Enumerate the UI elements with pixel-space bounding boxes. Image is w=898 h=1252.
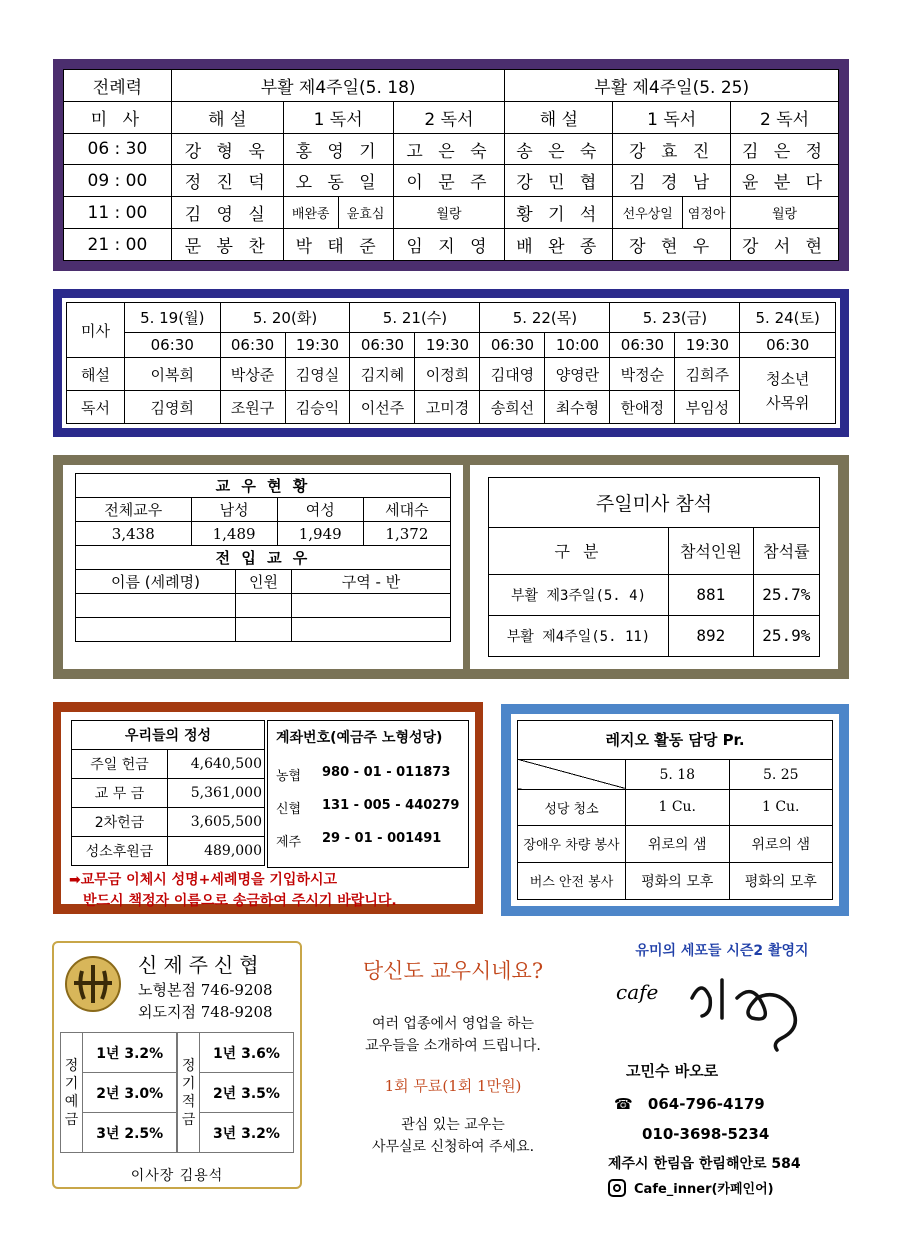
cafe-phone1-row (614, 1095, 765, 1113)
offering-label: 성소후원금 (72, 837, 168, 866)
cell: 배 완 종 (505, 229, 613, 261)
legio-date: 5. 25 (729, 759, 833, 789)
cell: 이선주 (350, 391, 415, 424)
bank-name: 농협 (276, 769, 302, 784)
table-row (64, 197, 839, 229)
attendance-header: 참석인원 (669, 528, 754, 575)
cell: 박정순 (610, 358, 675, 391)
cell: 박 태 준 (283, 229, 393, 261)
members-value: 1,489 (191, 522, 277, 546)
mass-time: 06:30 (610, 332, 675, 358)
mass-time: 09 : 00 (64, 165, 172, 197)
rates-table (60, 1032, 294, 1153)
cell: 강 민 협 (505, 165, 613, 197)
cell: 이복희 (125, 358, 221, 391)
day-date: 5. 21(수) (350, 303, 480, 333)
day-date: 5. 19(월) (125, 303, 221, 333)
mass-time: 11 : 00 (64, 197, 172, 229)
legio-value: 1 Cu. (626, 790, 730, 825)
mass-label: 미 사 (64, 101, 172, 133)
deposit-rate: 2년 3.0% (83, 1073, 178, 1113)
cell: 조원구 (220, 391, 285, 424)
cell: 황 기 석 (505, 197, 613, 229)
account-number: 980 - 01 - 011873 (322, 765, 451, 780)
credit-union-name: 신제주신협 (138, 953, 265, 977)
cell: 부임성 (675, 391, 740, 424)
cell: 월랑 (393, 197, 505, 229)
cell: 고 은 숙 (393, 133, 505, 165)
cell: 고미경 (415, 391, 480, 424)
table-row (64, 229, 839, 261)
savings-label: 정기적금 (177, 1033, 199, 1153)
col-commentary: 해 설 (171, 101, 283, 133)
cafe-instagram: Cafe_inner(카페인어) (634, 1182, 774, 1197)
cafe-instagram-row (608, 1178, 774, 1197)
mass-time: 06:30 (740, 332, 836, 358)
ad-line: 교우들을 소개하여 드립니다. (365, 1038, 541, 1054)
members-header: 전체교우 (76, 498, 192, 522)
cell: 임 지 영 (393, 229, 505, 261)
reading-label: 독서 (67, 391, 125, 424)
attendance-label: 부활 제4주일(5. 11) (489, 615, 669, 656)
attendance-rate: 25.9% (753, 615, 819, 656)
cell: 선우상일 (613, 197, 683, 229)
empty-cell (76, 618, 236, 642)
attendance-count: 881 (669, 574, 754, 615)
ad-line: 사무실로 신청하여 주세요. (371, 1139, 535, 1155)
cell: 김 은 정 (731, 133, 839, 165)
account-number: 131 - 005 - 440279 (322, 798, 460, 813)
offering-label: 주일 헌금 (72, 750, 168, 779)
cell: 강 서 현 (731, 229, 839, 261)
cafe-tagline: 유미의 세포들 시즌2 촬영지 (635, 943, 809, 959)
cell: 이 문 주 (393, 165, 505, 197)
week1-title: 부활 제4주일(5. 18) (171, 70, 505, 102)
transfer-header: 이름 (세례명) (76, 570, 236, 594)
cell: 한애정 (610, 391, 675, 424)
col-reading1: 1 독서 (613, 101, 731, 133)
members-table (75, 473, 451, 546)
col-reading2: 2 독서 (731, 101, 839, 133)
cell: 양영란 (545, 358, 610, 391)
credit-union-ad (52, 941, 302, 1189)
cell: 박상준 (220, 358, 285, 391)
col-reading1: 1 독서 (283, 101, 393, 133)
legio-label: 성당 청소 (518, 790, 626, 825)
attendance-count: 892 (669, 615, 754, 656)
cell: 김지혜 (350, 358, 415, 391)
cafe-phone1: 064-796-4179 (647, 1095, 765, 1113)
ad-headline: 당신도 교우시네요? (362, 959, 544, 983)
mass-time: 19:30 (675, 332, 740, 358)
cell: 강 형 욱 (171, 133, 283, 165)
ad-line: 여러 업종에서 영업을 하는 (371, 1016, 535, 1032)
diagonal-cell (518, 759, 626, 789)
offering-value: 5,361,000 (168, 779, 265, 808)
cell: 강 효 진 (613, 133, 731, 165)
members-panel (63, 465, 463, 669)
attendance-rate: 25.7% (753, 574, 819, 615)
cell: 윤 분 다 (731, 165, 839, 197)
deposit-rate: 1년 3.2% (83, 1033, 178, 1073)
transfer-title: 전 입 교 우 (76, 546, 451, 570)
cafe-address: 제주시 한림읍 한림해안로 584 (608, 1156, 801, 1172)
offering-title: 우리들의 정성 (72, 721, 265, 750)
liturgy-header-label: 전례력 (64, 70, 172, 102)
offering-label: 2차헌금 (72, 808, 168, 837)
cafe-logo-text: cafe (616, 980, 659, 1004)
cell: 김영실 (285, 358, 350, 391)
cafe-ad (602, 940, 842, 1202)
sunday-liturgy-box (53, 59, 849, 271)
cafe-phone2: 010-3698-5234 (642, 1125, 770, 1143)
attendance-title: 주일미사 참석 (489, 478, 820, 528)
phone-icon: ☎ (614, 1095, 633, 1113)
legio-table (517, 720, 833, 900)
table-row (64, 165, 839, 197)
offering-value: 4,640,500 (168, 750, 265, 779)
cell: 김대영 (480, 358, 545, 391)
credit-union-logo-icon (64, 955, 122, 1013)
instagram-icon (608, 1179, 626, 1197)
mass-label: 미사 (67, 303, 125, 358)
members-value: 3,438 (76, 522, 192, 546)
cell: 최수형 (545, 391, 610, 424)
attendance-header: 참석률 (753, 528, 819, 575)
mass-time: 19:30 (285, 332, 350, 358)
members-value: 1,372 (363, 522, 450, 546)
cafe-logo-icon (682, 968, 832, 1058)
mass-time: 06:30 (125, 332, 221, 358)
legio-value: 평화의 모후 (626, 862, 730, 899)
bank-name: 제주 (276, 835, 302, 850)
legio-title: 레지오 활동 담당 Pr. (518, 721, 833, 760)
ad-line: 관심 있는 교우는 (401, 1117, 505, 1133)
youth-ministry-cell: 청소년 사목위 (740, 358, 836, 424)
legio-value: 위로의 샘 (626, 825, 730, 862)
members-header: 세대수 (363, 498, 450, 522)
commentary-label: 해설 (67, 358, 125, 391)
account-number: 29 - 01 - 001491 (322, 831, 442, 846)
sunday-liturgy-table (63, 69, 839, 261)
transfer-table (75, 545, 451, 642)
legio-label: 장애우 차량 봉사 (518, 825, 626, 862)
ad-free: 1회 무료(1회 1만원) (384, 1077, 522, 1095)
cell: 문 봉 찬 (171, 229, 283, 261)
cell: 배완종 (283, 197, 338, 229)
savings-rate: 1년 3.6% (199, 1033, 293, 1073)
cell: 송희선 (480, 391, 545, 424)
mass-time: 06:30 (350, 332, 415, 358)
cell: 정 진 덕 (171, 165, 283, 197)
members-header: 남성 (191, 498, 277, 522)
legio-value: 평화의 모후 (729, 862, 833, 899)
cell: 김영희 (125, 391, 221, 424)
legio-label: 버스 안전 봉사 (518, 862, 626, 899)
weekday-mass-table (66, 302, 836, 424)
member-business-ad (318, 955, 588, 1175)
savings-rate: 2년 3.5% (199, 1073, 293, 1113)
mass-time: 06:30 (220, 332, 285, 358)
cell: 염정아 (683, 197, 731, 229)
table-row (64, 133, 839, 165)
empty-cell (236, 594, 292, 618)
legio-date: 5. 18 (626, 759, 730, 789)
cell: 홍 영 기 (283, 133, 393, 165)
offering-notice (69, 870, 397, 912)
week2-title: 부활 제4주일(5. 25) (505, 70, 839, 102)
deposit-label: 정기예금 (61, 1033, 83, 1153)
bank-name: 신협 (276, 802, 302, 817)
mass-time: 10:00 (545, 332, 610, 358)
empty-cell (236, 618, 292, 642)
attendance-header: 구 분 (489, 528, 669, 575)
attendance-panel (470, 465, 838, 669)
weekday-mass-box (53, 289, 849, 437)
members-value: 1,949 (277, 522, 363, 546)
cell: 김 영 실 (171, 197, 283, 229)
account-info (267, 720, 469, 868)
deposit-rate: 3년 2.5% (83, 1113, 178, 1153)
legio-value: 위로의 샘 (729, 825, 833, 862)
branch-oedo: 외도지점 748-9208 (138, 1003, 273, 1021)
notice-line: ➡교무금 이체시 성명+세례명을 기입하시고 (69, 872, 337, 888)
attendance-label: 부활 제3주일(5. 4) (489, 574, 669, 615)
cell: 김희주 (675, 358, 740, 391)
empty-cell (292, 594, 451, 618)
legio-value: 1 Cu. (729, 790, 833, 825)
offering-box (53, 702, 483, 914)
notice-line: 반드시 책정자 이름으로 송금하여 주시기 바랍니다. (83, 893, 397, 909)
offering-value: 489,000 (168, 837, 265, 866)
empty-cell (76, 594, 236, 618)
cell: 오 동 일 (283, 165, 393, 197)
cell: 이정희 (415, 358, 480, 391)
mass-time: 06 : 30 (64, 133, 172, 165)
members-header: 여성 (277, 498, 363, 522)
cell: 윤효심 (338, 197, 393, 229)
offering-value: 3,605,500 (168, 808, 265, 837)
transfer-header: 구역 - 반 (292, 570, 451, 594)
savings-rate: 3년 3.2% (199, 1113, 293, 1153)
transfer-header: 인원 (236, 570, 292, 594)
members-attendance-box (53, 455, 849, 679)
cell: 장 현 우 (613, 229, 731, 261)
mass-time: 06:30 (480, 332, 545, 358)
day-date: 5. 20(화) (220, 303, 350, 333)
offering-label: 교 무 금 (72, 779, 168, 808)
cafe-owner: 고민수 바오로 (626, 1062, 719, 1080)
day-date: 5. 22(목) (480, 303, 610, 333)
chairman: 이사장 김용석 (130, 1168, 224, 1184)
mass-time: 21 : 00 (64, 229, 172, 261)
col-commentary: 해 설 (505, 101, 613, 133)
legio-box (501, 704, 849, 916)
cell: 월랑 (731, 197, 839, 229)
mass-time: 19:30 (415, 332, 480, 358)
col-reading2: 2 독서 (393, 101, 505, 133)
members-title: 교 우 현 황 (76, 474, 451, 498)
day-date: 5. 23(금) (610, 303, 740, 333)
attendance-table (488, 477, 820, 657)
empty-cell (292, 618, 451, 642)
day-date: 5. 24(토) (740, 303, 836, 333)
offering-table (71, 720, 265, 866)
cell: 송 은 숙 (505, 133, 613, 165)
branch-main: 노형본점 746-9208 (138, 981, 273, 999)
cell: 김 경 남 (613, 165, 731, 197)
account-title: 계좌번호(예금주 노형성당) (276, 730, 443, 746)
cell: 김승익 (285, 391, 350, 424)
